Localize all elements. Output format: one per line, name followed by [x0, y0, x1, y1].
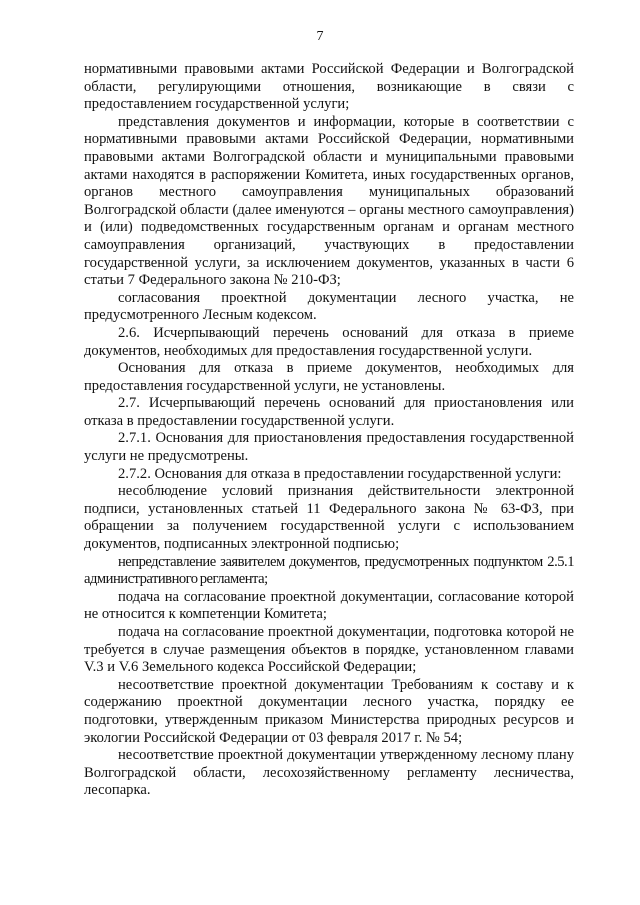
list-item: несоблюдение условий признания действительности электронной подписи, установленных статьей 11 Федерального закона № 63-ФЗ, при обращении за получением государственной услуги с использованием документов, подписанных электронной подписью; — [84, 483, 574, 553]
list-item: подача на согласование проектной документации, согласование которой не относится к компетенции Комитета; — [84, 588, 574, 623]
section-heading: 2.7. Исчерпывающий перечень оснований для приостановления или отказа в предоставлении государственной услуги. — [84, 395, 574, 429]
paragraph: представления документов и информации, которые в соответствии с нормативными правовыми актами Российской Федерации, нормативными правовыми актами Волгоградской области и муниципальными правовыми актами находятся в распоряжении Комитета, иных государственных органов, органов местного самоуправления муниципальных образований Волгоградской области (далее именуются – органы местного самоуправления) и (или) подведомственных государственным органам и органам местного самоуправления организаций, участвующих в предоставлении государственной услуги, за исключением документов, указанных в части 6 статьи 7 Федерального закона № 210-ФЗ; — [84, 113, 574, 289]
paragraph: согласования проектной документации лесного участка, не предусмотренного Лесным кодексом. — [84, 289, 574, 324]
list-item: несоответствие проектной документации Требованиям к составу и к содержанию проектной документации лесного участка, порядку ее подготовки, утвержденным приказом Министерства природных ресурсов и экологии Российской Федерации от 03 февраля 2017 г. № 54; — [84, 676, 574, 746]
paragraph: Основания для отказа в приеме документов, необходимых для предоставления государственной услуги, не установлены. — [84, 360, 574, 394]
list-item: подача на согласование проектной документации, подготовка которой не требуется в случае размещения объектов в порядке, установленном главами V.3 и V.6 Земельного кодекса Российской Федерации; — [84, 624, 574, 676]
list-item: несоответствие проектной документации утвержденному лесному плану Волгоградской области, лесохозяйственному регламенту лесничества, лесопарка. — [84, 747, 574, 799]
subsection: 2.7.1. Основания для приостановления предоставления государственной услуги не предусмотрены. — [84, 430, 574, 465]
page-number: 7 — [316, 29, 324, 44]
subsection: 2.7.2. Основания для отказа в предоставлении государственной услуги: — [118, 465, 562, 482]
section-heading: 2.6. Исчерпывающий перечень оснований для отказа в приеме документов, необходимых для предоставления государственной услуги. — [84, 324, 574, 359]
list-item: непредставление заявителем документов, предусмотренных подпунктом 2.5.1 административного регламента; — [84, 553, 574, 588]
paragraph: нормативными правовыми актами Российской Федерации и Волгоградской области, регулирующими отношения, возникающие в связи с предоставлением государственной услуги; — [84, 61, 574, 113]
document-body — [84, 61, 574, 800]
